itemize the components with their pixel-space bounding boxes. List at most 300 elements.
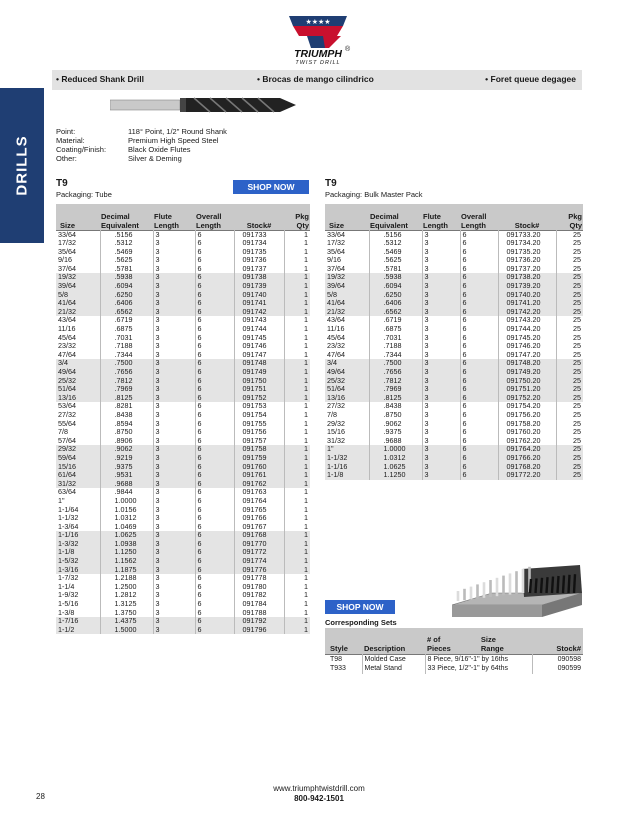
- cell-decimal: .8438: [369, 402, 422, 411]
- table-row: [325, 385, 583, 394]
- cell-qty: 25: [556, 454, 583, 463]
- table-row: [56, 514, 310, 523]
- cell-size: 25/32: [325, 377, 369, 386]
- cell-stock: 091764.20: [498, 445, 556, 454]
- table-row: [56, 497, 310, 506]
- table-row: [56, 617, 310, 626]
- cell-overall: 6: [195, 445, 234, 454]
- cell-flute: 3: [153, 523, 195, 532]
- table-row: [325, 342, 583, 351]
- cell-qty: 1: [284, 351, 310, 360]
- cell-size: 1-1/16: [56, 531, 100, 540]
- cell-stock: 091766: [234, 514, 284, 523]
- cell-qty: 25: [556, 308, 583, 317]
- cell-size: 7/8: [327, 409, 337, 419]
- cell-flute: 3: [153, 600, 195, 609]
- drill-bit-shape: [536, 578, 537, 593]
- sets-title: Corresponding Sets: [325, 618, 397, 627]
- cell-decimal: 1.0625: [369, 463, 422, 472]
- table-row: [325, 428, 583, 437]
- cell-size: 55/64: [58, 418, 76, 428]
- table-row: [56, 325, 310, 334]
- cell-size: 33/64: [58, 229, 76, 239]
- cell-overall: 6: [460, 299, 498, 308]
- cell-flute: 3: [153, 609, 195, 618]
- cell-overall: 6: [195, 411, 234, 420]
- page-number: 28: [36, 792, 45, 801]
- cell-flute: 3: [422, 282, 460, 291]
- left-drill-table: [56, 204, 310, 634]
- drill-bit-shape: [569, 575, 570, 593]
- cell-qty: 25: [556, 239, 583, 248]
- table-row: [325, 351, 583, 360]
- cell-qty: 1: [284, 265, 310, 274]
- cell-flute: 3: [153, 488, 195, 497]
- table-row: [325, 437, 583, 446]
- cell-decimal: .9375: [100, 463, 153, 472]
- shop-now-button[interactable]: SHOP NOW: [233, 180, 309, 194]
- cell-flute: 3: [153, 265, 195, 274]
- cell-stock: 091768.20: [498, 463, 556, 472]
- cell-stock: 091756.20: [498, 411, 556, 420]
- cell-decimal: .9375: [369, 428, 422, 437]
- cell-qty: 1: [284, 557, 310, 566]
- cell-decimal: .9688: [100, 480, 153, 489]
- cell-flute: 3: [422, 299, 460, 308]
- cell-size: 1-1/32: [58, 513, 79, 523]
- cell-flute: 3: [153, 566, 195, 575]
- cell-overall: 6: [460, 316, 498, 325]
- cell-qty: 1: [284, 273, 310, 282]
- cell-stock: 091770: [234, 540, 284, 549]
- cell-flute: 3: [153, 299, 195, 308]
- cell-stock: 091754.20: [498, 402, 556, 411]
- cell-decimal: .5938: [100, 273, 153, 282]
- table-row: [325, 377, 583, 386]
- table-row: [325, 282, 583, 291]
- cell-flute: 3: [153, 531, 195, 540]
- cell-stock: 091764: [234, 497, 284, 506]
- cell-stock: 091760.20: [498, 428, 556, 437]
- table-row: [56, 368, 310, 377]
- cell-flute: 3: [153, 471, 195, 480]
- spec-row: [56, 154, 227, 163]
- cell-flute: 3: [153, 411, 195, 420]
- table-row: [56, 291, 310, 300]
- cell-qty: 1: [284, 402, 310, 411]
- cell-flute: 3: [422, 230, 460, 239]
- cell-flute: 3: [422, 471, 460, 480]
- cell-qty: 1: [284, 540, 310, 549]
- cell-flute: 3: [153, 626, 195, 635]
- table-row: [325, 230, 583, 239]
- cell-decimal: .9688: [369, 437, 422, 446]
- col-range: Size Range: [480, 634, 504, 653]
- cell-size: 41/64: [325, 299, 369, 308]
- cell-flute: 3: [422, 265, 460, 274]
- cell-qty: 1: [284, 463, 310, 472]
- spec-value: 118° Point, 1/2" Round Shank: [128, 127, 227, 136]
- cell-overall: 6: [460, 273, 498, 282]
- cell-decimal: .5781: [100, 265, 153, 274]
- cell-flute: 3: [153, 574, 195, 583]
- cell-stock: 091782: [234, 591, 284, 600]
- cell-stock: 091739.20: [498, 282, 556, 291]
- table-row: [56, 342, 310, 351]
- cell-qty: 1: [284, 282, 310, 291]
- drill-bit-shape: [558, 576, 559, 593]
- table-row: [56, 463, 310, 472]
- cell-overall: 6: [460, 239, 498, 248]
- cell-size: 1-3/32: [56, 540, 100, 549]
- cell-size: 13/16: [56, 394, 100, 403]
- cell-size: 37/64: [327, 263, 345, 273]
- right-series-title: T9: [325, 178, 337, 189]
- table-row: [325, 394, 583, 403]
- cell-size: 9/16: [58, 255, 72, 265]
- cell-flute: 3: [422, 325, 460, 334]
- cell-qty: 1: [284, 334, 310, 343]
- table-row: [325, 248, 583, 257]
- cell-overall: 6: [195, 325, 234, 334]
- cell-stock: 091756: [234, 428, 284, 437]
- cell-overall: 6: [460, 359, 498, 368]
- table-row: [56, 351, 310, 360]
- cell-qty: 1: [284, 256, 310, 265]
- cell-flute: 3: [153, 377, 195, 386]
- table-row: [325, 368, 583, 377]
- col-size: Size: [56, 204, 100, 230]
- cell-qty: 25: [556, 445, 583, 454]
- cell-qty: 1: [284, 488, 310, 497]
- drill-bit-shape: [563, 575, 564, 593]
- cell-flute: 3: [153, 497, 195, 506]
- cell-qty: 1: [284, 626, 310, 635]
- cell-stock: 091758: [234, 445, 284, 454]
- cell-decimal: 1.0156: [100, 506, 153, 515]
- cell-qty: 1: [284, 523, 310, 532]
- website-link[interactable]: www.triumphtwistdrill.com: [273, 784, 365, 793]
- cell-flute: 3: [153, 506, 195, 515]
- section-sidebar: [0, 88, 44, 243]
- cell-overall: 6: [195, 265, 234, 274]
- cell-flute: 3: [422, 428, 460, 437]
- col-flute: Flute Length: [422, 204, 460, 230]
- cell-size: 27/32: [58, 409, 76, 419]
- cell-flute: 3: [422, 368, 460, 377]
- cell-flute: 3: [153, 273, 195, 282]
- cell-decimal: .7344: [100, 351, 153, 360]
- svg-text:★★★★: ★★★★: [305, 18, 331, 26]
- cell-qty: 1: [284, 359, 310, 368]
- cell-decimal: .6875: [369, 325, 422, 334]
- cell-qty: 1: [284, 230, 310, 239]
- cell-stock: 091772.20: [498, 471, 556, 480]
- cell-overall: 6: [195, 368, 234, 377]
- cell-stock: 091737.20: [498, 265, 556, 274]
- spec-value: Premium High Speed Steel: [128, 136, 219, 145]
- col-stock: Stock#: [532, 628, 583, 654]
- cell-stock: 091745: [234, 334, 284, 343]
- table-row: [56, 273, 310, 282]
- sets-shop-now-button[interactable]: SHOP NOW: [325, 600, 395, 614]
- cell-stock: 091752.20: [498, 394, 556, 403]
- cell-stock: 091736.20: [498, 256, 556, 265]
- cell-overall: 6: [195, 463, 234, 472]
- cell-flute: 3: [153, 463, 195, 472]
- cell-size: 11/16: [327, 324, 345, 334]
- table-row: [325, 308, 583, 317]
- table-row: [56, 591, 310, 600]
- cell-size: 31/32: [56, 480, 100, 489]
- table-row: [56, 359, 310, 368]
- cell-flute: 3: [153, 617, 195, 626]
- cell-overall: 6: [195, 437, 234, 446]
- cell-size: 5/8: [56, 291, 100, 300]
- cell-stock: 091761: [234, 471, 284, 480]
- col-stock: Stock#: [234, 204, 284, 230]
- cell-decimal: .6875: [100, 325, 153, 334]
- cell-overall: 6: [195, 548, 234, 557]
- cell-overall: 6: [195, 480, 234, 489]
- cell-stock: 091741.20: [498, 299, 556, 308]
- cell-size: 47/64: [327, 349, 345, 359]
- cell-decimal: 1.0938: [100, 540, 153, 549]
- spec-label: Other:: [56, 154, 77, 163]
- col-decimal: Decimal Equivalent: [369, 204, 422, 230]
- cell-decimal: .7500: [369, 359, 422, 368]
- cell-qty: 25: [556, 265, 583, 274]
- cell-flute: 3: [422, 351, 460, 360]
- table-row: [56, 316, 310, 325]
- cell-stock: 091755: [234, 420, 284, 429]
- cell-size: 61/64: [56, 471, 100, 480]
- cell-decimal: 1.0312: [100, 514, 153, 523]
- table-row: [56, 566, 310, 575]
- cell-qty: 1: [284, 566, 310, 575]
- cell-overall: 6: [460, 437, 498, 446]
- table-row: [56, 437, 310, 446]
- cell-decimal: 1.3125: [100, 600, 153, 609]
- cell-overall: 6: [195, 308, 234, 317]
- heading-french: • Foret queue degagee: [485, 74, 576, 84]
- cell-decimal: .6562: [369, 308, 422, 317]
- cell-size: 49/64: [56, 368, 100, 377]
- cell-overall: 6: [195, 506, 234, 515]
- cell-overall: 6: [460, 265, 498, 274]
- cell-overall: 6: [460, 325, 498, 334]
- cell-overall: 6: [195, 420, 234, 429]
- left-series-title: T9: [56, 178, 68, 189]
- cell-overall: 6: [195, 454, 234, 463]
- cell-overall: 6: [195, 291, 234, 300]
- cell-flute: 3: [153, 437, 195, 446]
- cell-size: 45/64: [58, 332, 76, 342]
- spec-value: Black Oxide Flutes: [128, 145, 191, 154]
- cell-flute: 3: [153, 334, 195, 343]
- cell-stock: 091734: [234, 239, 284, 248]
- cell-style: T933: [330, 665, 346, 672]
- cell-qty: 1: [284, 514, 310, 523]
- cell-flute: 3: [422, 308, 460, 317]
- cell-flute: 3: [153, 445, 195, 454]
- cell-overall: 6: [460, 385, 498, 394]
- col-decimal: Decimal Equivalent: [100, 204, 153, 230]
- cell-stock: 091762: [234, 480, 284, 489]
- logo-brand: TRIUMPH: [294, 48, 342, 60]
- cell-size: 3/4: [325, 359, 369, 368]
- cell-qty: 1: [284, 308, 310, 317]
- cell-size: 39/64: [325, 282, 369, 291]
- cell-stock: 091741: [234, 299, 284, 308]
- cell-flute: 3: [153, 308, 195, 317]
- table-row: [325, 411, 583, 420]
- heading-english: • Reduced Shank Drill: [56, 74, 144, 84]
- cell-size: 25/32: [56, 377, 100, 386]
- cell-qty: 25: [556, 394, 583, 403]
- cell-overall: 6: [195, 574, 234, 583]
- table-row: [56, 540, 310, 549]
- cell-qty: 25: [556, 471, 583, 480]
- cell-decimal: .9219: [100, 454, 153, 463]
- table-row: [56, 308, 310, 317]
- cell-stock: 091743: [234, 316, 284, 325]
- cell-overall: 6: [460, 402, 498, 411]
- cell-overall: 6: [460, 248, 498, 257]
- cell-size: 1-1/8: [56, 548, 100, 557]
- table-row: [56, 506, 310, 515]
- cell-size: 1-1/2: [56, 626, 100, 635]
- cell-flute: 3: [422, 248, 460, 257]
- cell-decimal: 1.0000: [369, 445, 422, 454]
- cell-overall: 6: [195, 239, 234, 248]
- table-row: [56, 583, 310, 592]
- table-row: [56, 420, 310, 429]
- cell-qty: 1: [284, 548, 310, 557]
- cell-overall: 6: [195, 299, 234, 308]
- cell-overall: 6: [460, 454, 498, 463]
- cell-description: Molded Case: [362, 654, 425, 664]
- cell-size: 63/64: [58, 487, 76, 497]
- cell-qty: 1: [284, 316, 310, 325]
- cell-size: 1-5/16: [58, 599, 79, 609]
- cell-decimal: .6406: [100, 299, 153, 308]
- cell-qty: 25: [556, 299, 583, 308]
- cell-size: 31/32: [327, 435, 345, 445]
- table-row: [56, 609, 310, 618]
- cell-flute: 3: [422, 454, 460, 463]
- cell-overall: 6: [460, 351, 498, 360]
- cell-qty: 25: [556, 420, 583, 429]
- cell-stock: 090598: [532, 654, 583, 664]
- cell-qty: 1: [284, 385, 310, 394]
- cell-flute: 3: [153, 540, 195, 549]
- cell-flute: 3: [153, 402, 195, 411]
- cell-stock: 091743.20: [498, 316, 556, 325]
- cell-flute: 3: [153, 282, 195, 291]
- cell-pieces: 33 Piece, 1/2"-1" by 64ths: [425, 664, 532, 674]
- cell-stock: 091733.20: [498, 230, 556, 239]
- cell-decimal: .7188: [369, 342, 422, 351]
- drill-bit-shape: [552, 577, 553, 593]
- logo-registered-mark: ®: [345, 46, 351, 53]
- cell-qty: 1: [284, 591, 310, 600]
- cell-flute: 3: [422, 445, 460, 454]
- cell-qty: 25: [556, 325, 583, 334]
- spec-row: [56, 136, 227, 145]
- cell-flute: 3: [153, 256, 195, 265]
- cell-overall: 6: [460, 471, 498, 480]
- cell-size: 39/64: [56, 282, 100, 291]
- cell-qty: 25: [556, 402, 583, 411]
- cell-size: 21/32: [56, 308, 100, 317]
- cell-qty: 1: [284, 411, 310, 420]
- cell-size: 53/64: [58, 401, 76, 411]
- cell-overall: 6: [195, 273, 234, 282]
- cell-decimal: .7969: [100, 385, 153, 394]
- cell-stock: 091776: [234, 566, 284, 575]
- cell-qty: 25: [556, 230, 583, 239]
- cell-qty: 25: [556, 463, 583, 472]
- table-row: [56, 523, 310, 532]
- cell-stock: 091747: [234, 351, 284, 360]
- cell-stock: 091736: [234, 256, 284, 265]
- cell-stock: 091744.20: [498, 325, 556, 334]
- cell-flute: 3: [422, 239, 460, 248]
- cell-overall: 6: [195, 531, 234, 540]
- cell-size: 1-1/4: [58, 581, 75, 591]
- table-row: [56, 385, 310, 394]
- cell-stock: 091740.20: [498, 291, 556, 300]
- cell-size: 45/64: [327, 332, 345, 342]
- col-flute: Flute Length: [153, 204, 195, 230]
- cell-decimal: .6250: [100, 291, 153, 300]
- table-row: [56, 488, 310, 497]
- cell-overall: 6: [195, 557, 234, 566]
- cell-stock: 091738: [234, 273, 284, 282]
- cell-qty: 1: [284, 531, 310, 540]
- cell-qty: 25: [556, 316, 583, 325]
- cell-decimal: 1.0312: [369, 454, 422, 463]
- cell-decimal: .7188: [100, 342, 153, 351]
- table-row: [56, 600, 310, 609]
- cell-overall: 6: [195, 402, 234, 411]
- cell-qty: 25: [556, 428, 583, 437]
- cell-stock: 091746: [234, 342, 284, 351]
- table-row: [325, 471, 583, 480]
- cell-decimal: .5312: [369, 239, 422, 248]
- spec-label: Point:: [56, 127, 76, 136]
- cell-stock: 091780: [234, 583, 284, 592]
- table-row: [56, 265, 310, 274]
- cell-overall: 6: [195, 359, 234, 368]
- cell-qty: 25: [556, 342, 583, 351]
- footer: [200, 784, 438, 804]
- cell-overall: 6: [195, 617, 234, 626]
- cell-size: 1-1/32: [325, 454, 369, 463]
- table-row: [325, 334, 583, 343]
- cell-overall: 6: [195, 471, 234, 480]
- cell-qty: 25: [556, 351, 583, 360]
- table-row: [56, 377, 310, 386]
- cell-overall: 6: [460, 308, 498, 317]
- cell-flute: 3: [153, 557, 195, 566]
- cell-qty: 1: [284, 291, 310, 300]
- cell-flute: 3: [153, 591, 195, 600]
- cell-size: 41/64: [56, 299, 100, 308]
- cell-decimal: .7969: [369, 385, 422, 394]
- cell-stock: 091760: [234, 463, 284, 472]
